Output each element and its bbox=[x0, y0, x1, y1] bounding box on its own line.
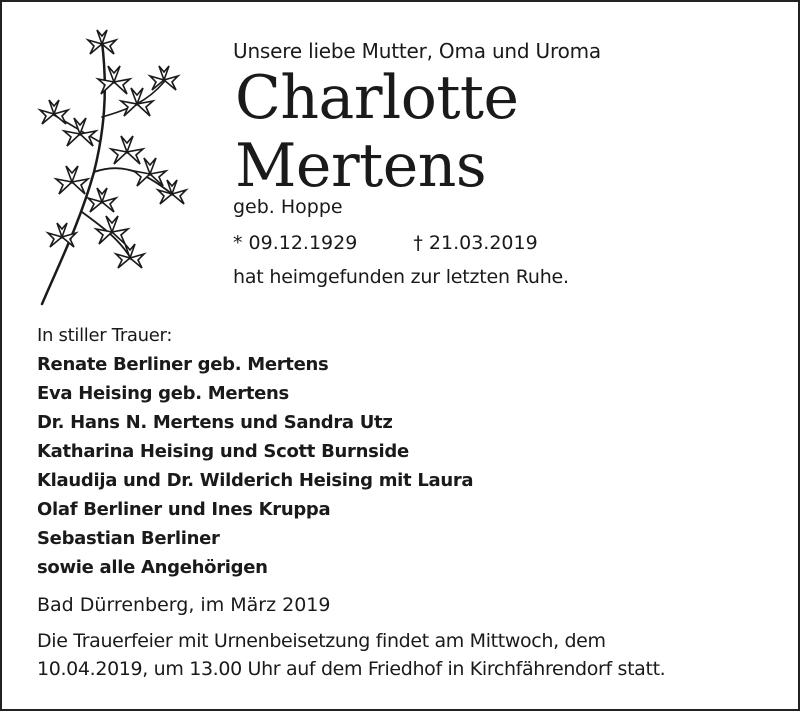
mourners-section bbox=[37, 322, 777, 582]
funeral-notice-line: Die Trauerfeier mit Urnenbeisetzung findet am Mittwoch, dem bbox=[37, 630, 606, 652]
place-date: Bad Dürrenberg, im März 2019 bbox=[37, 594, 331, 616]
first-name: Charlotte bbox=[235, 63, 519, 133]
birth-date: * 09.12.1929 bbox=[233, 232, 358, 254]
mourner-name: Olaf Berliner und Ines Kruppa bbox=[37, 499, 331, 520]
life-dates bbox=[233, 230, 783, 256]
death-date: † 21.03.2019 bbox=[413, 232, 538, 254]
mourner-name: Klaudija und Dr. Wilderich Heising mit Laura bbox=[37, 470, 474, 491]
mourner-list bbox=[37, 350, 777, 582]
mourner-name: Dr. Hans N. Mertens und Sandra Utz bbox=[37, 412, 393, 433]
forsythia-branch-icon bbox=[32, 22, 202, 312]
homecoming-text: hat heimgefunden zur letzten Ruhe. bbox=[233, 266, 569, 288]
mourning-intro: In stiller Trauer: bbox=[37, 325, 173, 346]
mourner-name: Renate Berliner geb. Mertens bbox=[37, 354, 329, 375]
mourner-name: sowie alle Angehörigen bbox=[37, 557, 268, 578]
mourner-name: Eva Heising geb. Mertens bbox=[37, 383, 289, 404]
last-name: Mertens bbox=[235, 131, 487, 201]
intro-text: Unsere liebe Mutter, Oma und Uroma bbox=[233, 39, 601, 63]
deceased-header bbox=[233, 38, 783, 290]
mourner-name: Katharina Heising und Scott Burnside bbox=[37, 441, 409, 462]
birth-name: geb. Hoppe bbox=[233, 196, 343, 218]
funeral-notice bbox=[37, 627, 787, 683]
funeral-notice-line: 10.04.2019, um 13.00 Uhr auf dem Friedhof in Kirchfährendorf statt. bbox=[37, 658, 666, 680]
mourner-name: Sebastian Berliner bbox=[37, 528, 220, 549]
